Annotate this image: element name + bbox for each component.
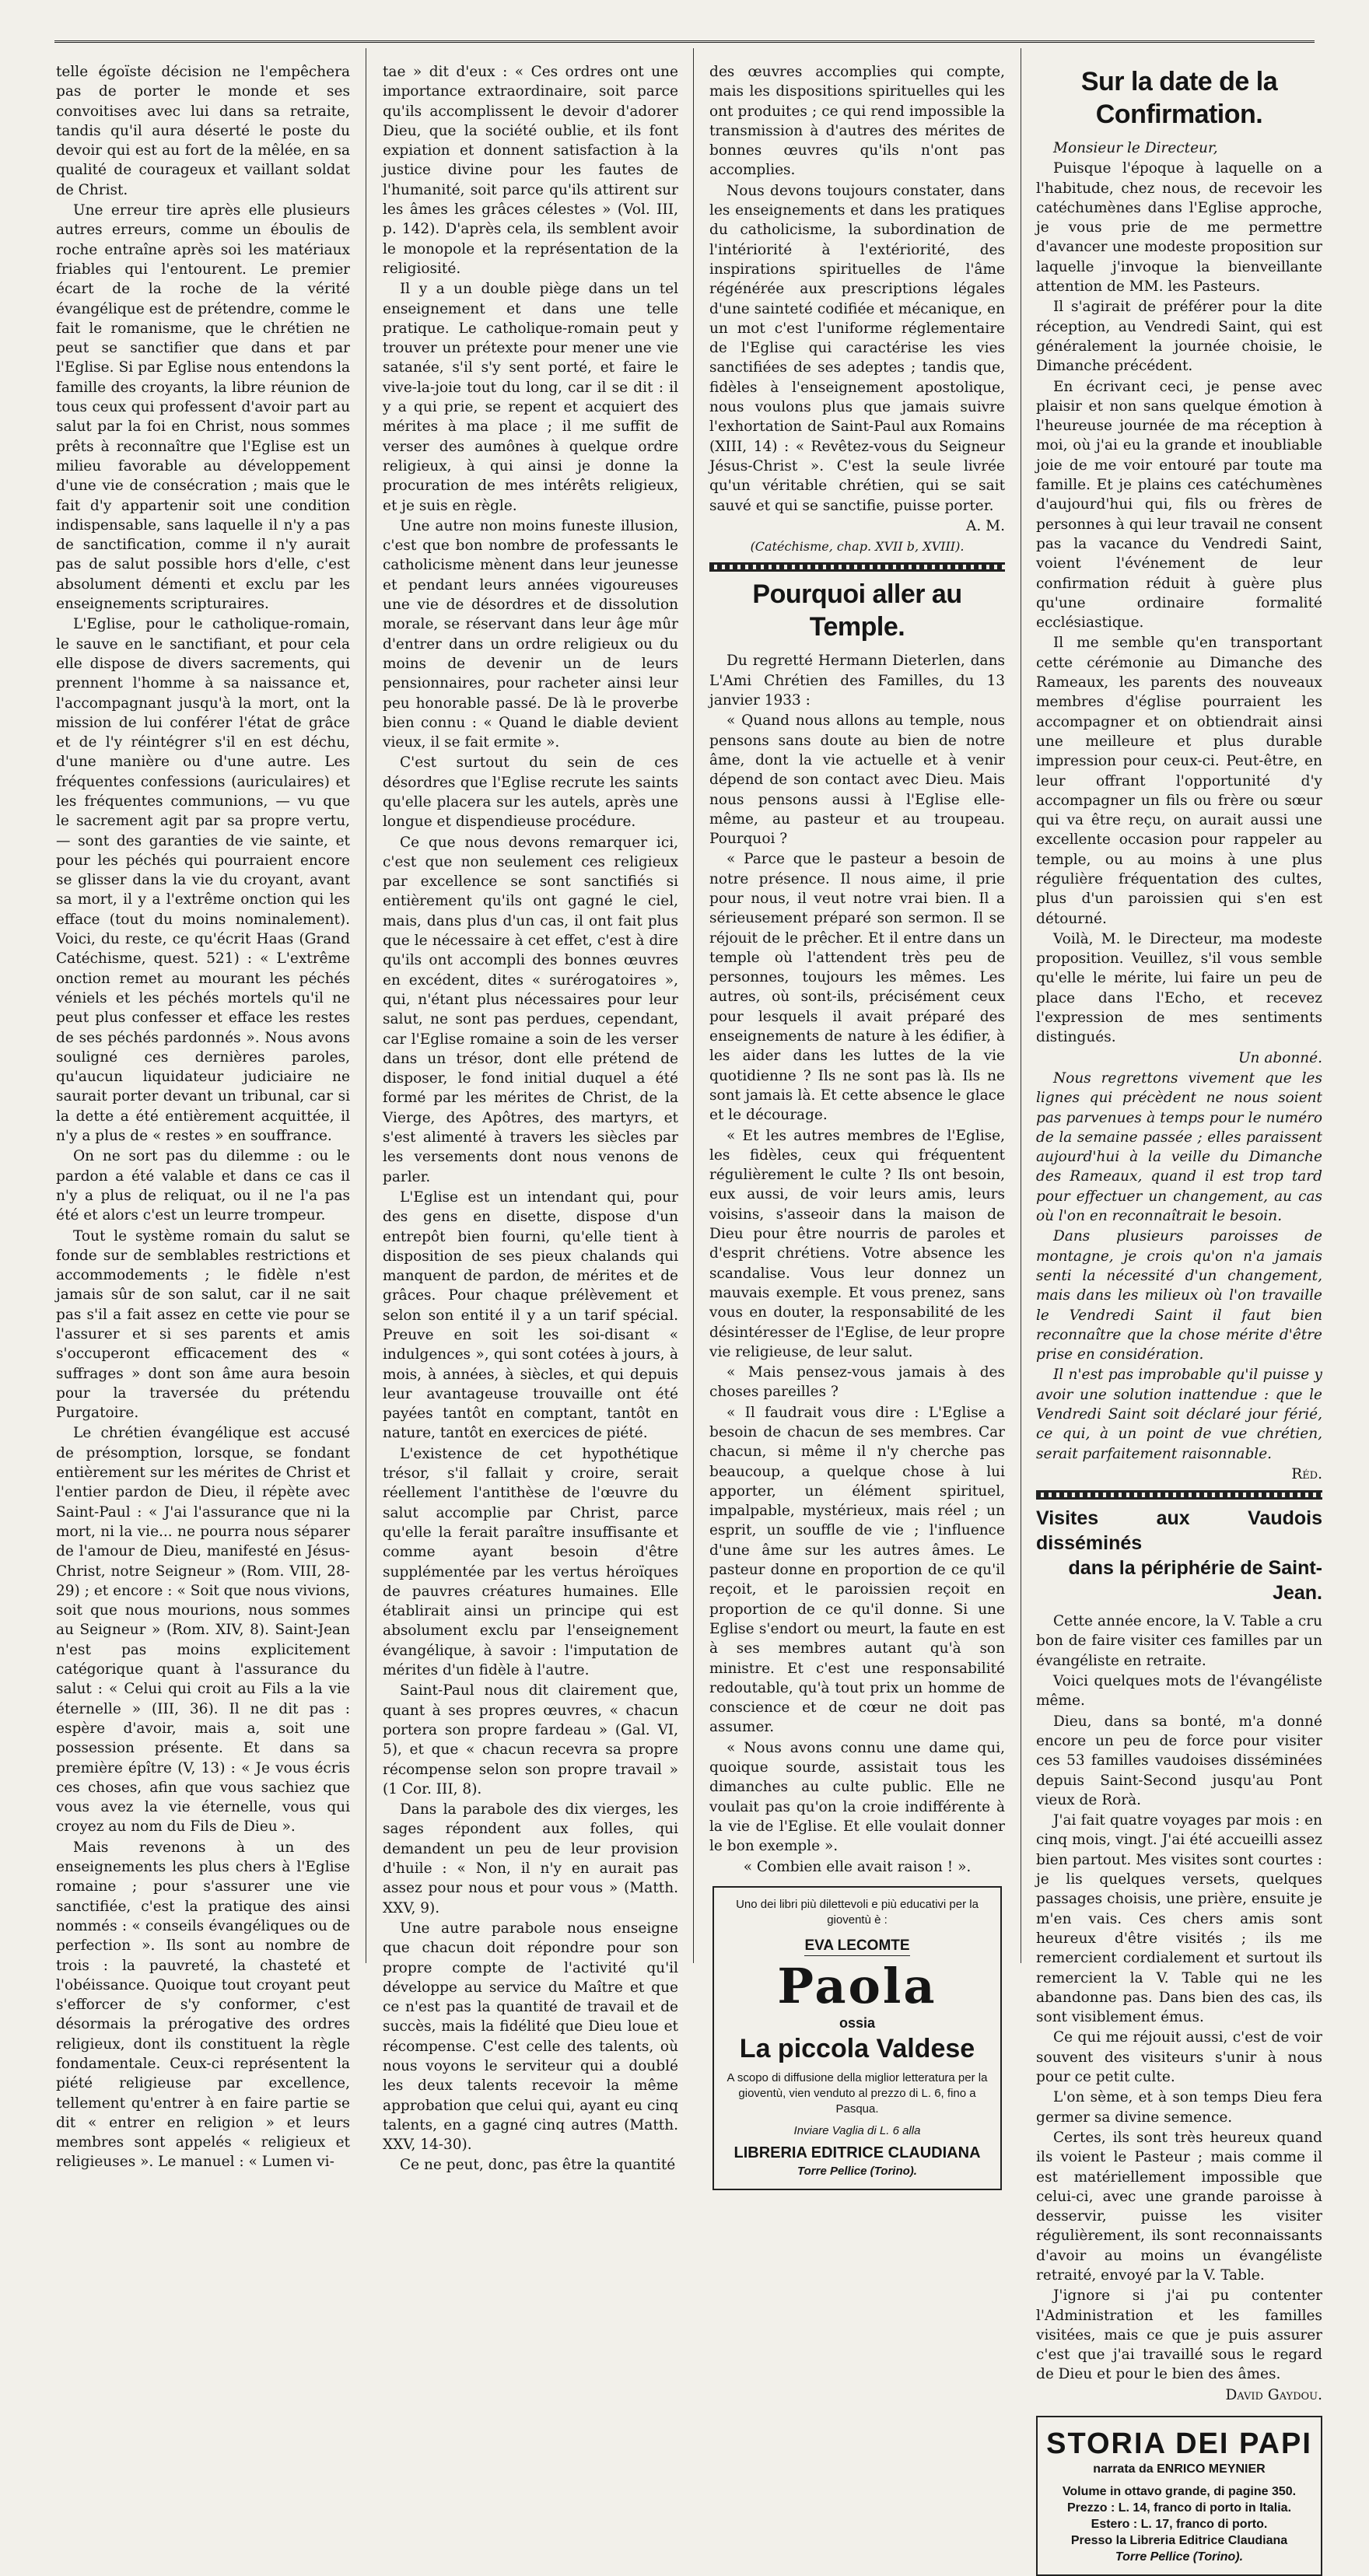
article-signature: Un abonné. <box>1238 1049 1322 1066</box>
salutation: Monsieur le Directeur, <box>1053 140 1218 156</box>
paragraph: L'Eglise, pour le catholique-romain, le sauve en le sanctifiant, et pour cela elle dispose de divers sacrements, qui prennent l'homme à sa naissance et, l'accompagnant jusqu'à la mort, ont la mission de lui conférer l'état de grâce et de l'y réintégrer s'il en est déchu, d'une manière ou d'une autre. Les fréquentes confessions (auriculaires) et les fréquentes communions, — vu que le sacrement agit par sa propre vertu, — sont des garanties de vie sainte, et pour les péchés qui pourraient encore se glisser dans la vie du croyant, avant sa mort, il y a l'extrême onction qui les efface (tout du moins nominalement). Voici, du reste, ce qu'écrit Haas (Grand Catéchisme, quest. 521) : « L'extrême onction remet au mourant les péchés véniels et les péchés mortels qu'il ne peut plus confesser et efface les restes de ses péchés pardonnés ». Nous avons souligné ces dernières paroles, qu'aucun liquidateur judiciaire ne saurait porter devant un tribunal, car si la dette a été entièrement acquittée, il n'y a plus de « restes » en souffrance. <box>56 616 350 1145</box>
ad-line: Estero : L. 17, franco di porto. <box>1091 2518 1268 2532</box>
paragraph: Cette année encore, la V. Table a cru bon de faire visiter ces familles par un évangéliste en retraite. <box>1036 1613 1322 1669</box>
headline-line-1: Visites aux Vaudois disséminés <box>1036 1507 1322 1555</box>
advertisement-paola <box>713 1886 1002 2190</box>
paragraph: J'ignore si j'ai pu contenter l'Administration et les familles visitées, mais ce que je puis assurer c'est que j'ai travaillé sous le regard de Dieu et pour le bien des âmes. <box>1036 2287 1322 2383</box>
editor-note: Dans plusieurs paroisses de montagne, je crois qu'on n'a jamais senti la nécessité d'un changement, mais dans les milieux où l'on travaille le Vendredi Saint il faut bien reconnaître que la chose mérite d'être prise en considération. <box>1036 1228 1322 1363</box>
paragraph: Nous devons toujours constater, dans les enseignements et dans les pratiques du catholicisme, la subordination de l'intériorité à l'extériorité, des inspirations spirituelles de l'âme régénérée aux prescriptions légales d'une sainteté codifiée et mécanique, en un mot c'est l'uniforme réglementaire de l'Eglise qui caractérise les vies sanctifiées de ses adeptes ; tandis que, fidèles à l'enseignement apostolique, nous voulons plus que jamais suivre l'exhortation de Saint-Paul aux Romains (XIII, 14) : « Revêtez-vous du Seigneur Jésus-Christ ». C'est la seule livrée qu'un véritable chrétien, qui se sait sauvé et qui se sanctifie, puisse porter. <box>709 182 1005 514</box>
editor-note: Nous regrettons vivement que les lignes qui précèdent ne nous soient pas parvenues à temps pour le numéro de la semaine passée ; elles paraissent aujourd'hui à la veille du Dimanche des Rameaux, quand il est trop tard pour effectuer un changement, au cas où l'on en reconnaîtrait le besoin. <box>1036 1069 1322 1225</box>
paragraph: « Et les autres membres de l'Eglise, les fidèles, ceux qui fréquentent régulièrement le culte ? Ils ont besoin, eux aussi, de voir leurs amis, leurs voisins, s'asseoir dans la maison de Dieu pour être nourris de paroles et d'esprit chrétiens. Votre absence les scandalise. Vous leur donnez un mauvais exemple. Et vous prenez, sans vous en douter, la responsabilité de les désintéresser de l'Eglise, de leur propre vie religieuse, de leur salut. <box>709 1127 1005 1360</box>
paragraph: Saint-Paul nous dit clairement que, quant à ses propres œuvres, « chacun portera son propre fardeau » (Gal. VI, 5), et que « chacun recevra sa propre récompense selon son propre travail » (1 Cor. III, 8). <box>383 1682 678 1797</box>
paragraph: En écrivant ceci, je pense avec plaisir et non sans quelque émotion à l'heureuse journée de ma réception à moi, où j'ai eu la grande et inoubliable joie de me voir entouré par toute ma famille. Et je plains ces catéchumènes d'aujourd'hui qui, fils ou frères de personnes à qui leur travail ne consent pas la vacance du Vendredi Saint, voient l'événement de leur confirmation réduit à guère plus qu'une ordinaire formalité ecclésiastique. <box>1036 378 1322 632</box>
ad-order: Inviare Vaglia di L. 6 alla <box>793 2124 921 2138</box>
ad-author: narrata da ENRICO MEYNIER <box>1093 2462 1266 2476</box>
column-3 <box>709 62 1005 2178</box>
article-headline: Pourquoi aller au Temple. <box>752 579 962 642</box>
ad-ossia: ossia <box>839 2015 876 2032</box>
ad-line: Torre Pellice (Torino). <box>1115 2550 1244 2564</box>
ad-line: Presso la Libreria Editrice Claudiana <box>1070 2534 1288 2548</box>
editor-signature: Réd. <box>1291 1465 1322 1482</box>
ad-book-title: STORIA DEI PAPI <box>1046 2427 1312 2461</box>
paragraph: L'existence de cet hypothétique trésor, s'il fallait y croire, serait réellement l'antithèse de l'œuvre du salut accomplie par Christ, parce qu'elle la ferait paraître insuffisante et comme ayant besoin d'être supplémentée par les vertus héroïques de pauvres créatures humaines. Elle établirait ainsi un principe qui est absolument exclu par l'enseignement évangélique, à savoir : l'imputation de mérites d'un fidèle à l'autre. <box>383 1445 678 1679</box>
paragraph: tae » dit d'eux : « Ces ordres ont une importance extraordinaire, soit parce qu'ils accomplissent le devoir d'adorer Dieu, que la société oublie, et ils font expiation et donnent satisfaction à la justice divine pour les fautes de l'humanité, soit parce qu'ils attirent sur les âmes les grâces célestes » (Vol. III, p. 142). D'après cela, ils semblent avoir le monopole et la représentation de la religiosité. <box>383 64 678 277</box>
paragraph: Le chrétien évangélique est accusé de présomption, lorsque, se fondant entièrement sur les mérites de Christ et l'entier pardon de Dieu, il répète avec Saint-Paul : « J'ai l'assurance que ni la mort, ni la vie... ne pourra nous séparer de l'amour de Dieu, manifesté en Jésus-Christ, notre Seigneur » (Rom. VIII, 28-29) ; et encore : « Soit que nous vivions, soit que nous mourions, nous sommes au Seigneur » (Rom. XIV, 8). Saint-Jean n'est pas moins explicitement catégorique quant à l'assurance du salut : « Celui qui croit au Fils a la vie éternelle » (III, 36). Il ne dit pas : espère d'avoir, mais a, soit une possession présente. Et dans sa première épître (V, 13) : « Je vous écris ces choses, afin que vous sachiez que vous avez la vie éternelle, vous qui croyez au nom du Fils de Dieu ». <box>56 1425 350 1836</box>
paragraph: Il y a un double piège dans un tel enseignement et dans une telle pratique. Le catholique-romain peut y trouver un prétexte pour mener une vie satanée, s'il s'y sent porté, et faire le vive-la-joie tout du long, car il se dit : il y a qui prie, se repent et acquiert des mérites à ma place ; il me suffit de verser des aumônes à quelque ordre religieux, à qui ainsi je donne la procuration de mes intérêts religieux, et je suis en règle. <box>383 281 678 514</box>
ornament-divider <box>1036 1490 1322 1500</box>
paragraph: Une autre parabole nous enseigne que chacun doit répondre pour son propre compte de l'activité qu'il développe au service du Maître et que ce n'est pas la quantité de travail et de succès, mais la fidélité que Dieu loue et récompense. C'est celle des talents, où nous voyons le serviteur qui a doublé les deux talents recevoir la même approbation que celui qui, ayant eu cinq talents, en a gagné cinq autres (Matth. XXV, 14-30). <box>383 1920 678 2154</box>
article-reference: (Catéchisme, chap. XVII b, XVIII). <box>750 539 965 555</box>
column-2 <box>383 62 678 2174</box>
ad-publisher: LIBRERIA EDITRICE CLAUDIANA <box>734 2144 981 2162</box>
paragraph: Mais revenons à un des enseignements les plus chers à l'Eglise romaine ; pour s'assurer une vie sanctifiée, c'est la pratique des ainsi nommés : « conseils évangéliques ou de perfection ». Ils sont au nombre de trois : la pauvreté, la chasteté et l'obéissance. Quoique tout croyant peut s'efforcer de s'y conformer, c'est désormais la prérogative des ordres religieux, dont ils constituent la règle fondamentale. Ceux-ci représentent la piété religieuse par excellence, tellement qu'entrer à en faire partie se dit « entrer en religion » et leurs membres sont appelés « religieux et religieuses ». Le manuel : « Lumen vi- <box>56 1839 350 2171</box>
advertisement-storia-dei-papi <box>1036 2416 1322 2576</box>
ornament-divider <box>709 562 1005 572</box>
paragraph: C'est surtout du sein de ces désordres que l'Eglise recrute les saints qu'elle placera sur les autels, après une longue et dispendieuse procédure. <box>383 754 678 831</box>
article-signature: A. M. <box>966 517 1005 534</box>
paragraph: des œuvres accomplies qui compte, mais les dispositions spirituelles qui les ont produites ; ce qui rend impossible la transmission à d'autres des mérites de bonnes œuvres qu'ils n'ont pas accomplies. <box>709 64 1005 179</box>
article-headline: Sur la date de la Confirmation. <box>1080 67 1278 129</box>
paragraph: telle égoïste décision ne l'empêchera pas de porter le monde et ses convoitises avec lui dans sa retraite, tandis qu'il aura déserté le poste du devoir qui est au fort de la mêlée, en sa qualité de courageux et vaillant soldat de Christ. <box>56 64 350 198</box>
paragraph: Ce ne peut, donc, pas être la quantité <box>400 2157 676 2174</box>
article-signature: David Gaydou. <box>1225 2386 1322 2403</box>
paragraph: Puisque l'époque à laquelle on a l'habitude, chez nous, de recevoir les catéchumènes dans l'Eglise approche, je vous prie de me permettre d'avancer une modeste proposition sur laquelle j'invoque la bienveillante attention de MM. les Pasteurs. <box>1036 160 1322 296</box>
headline-line-2: dans la périphérie de Saint-Jean. <box>1068 1557 1322 1605</box>
paragraph: Tout le système romain du salut se fonde sur de semblables restrictions et accommodements ; le fidèle n'est jamais sûr de son salut, car il ne sait pas s'il a fait assez en cette vie pour se l'assurer et si ses parents et amis s'occuperont efficacement des « suffrages » dont son âme aura besoin pour la traversée du prétendu Purgatoire. <box>56 1227 350 1422</box>
editor-note: Il n'est pas improbable qu'il puisse y avoir une solution inattendue : que le Vendredi Saint soit déclaré jour férié, ce qui, à un point de vue chrétien, serait parfaitement raisonnable. <box>1036 1367 1322 1462</box>
paragraph: Il s'agirait de préférer pour la dite réception, au Vendredi Saint, qui est généralement la journée choisie, le Dimanche précédent. <box>1036 299 1322 375</box>
ad-body: A scopo di diffusione della miglior letteratura per la gioventù, vien venduto al prezzo di L. 6, fino a Pasqua. <box>727 2071 988 2116</box>
ad-line: Prezzo : L. 14, franco di porto in Italia. <box>1066 2501 1292 2515</box>
paragraph: L'on sème, et à son temps Dieu fera germer sa divine semence. <box>1036 2089 1322 2126</box>
ad-line: Volume in ottavo grande, di pagine 350. <box>1062 2485 1297 2499</box>
paragraph: « Il faudrait vous dire : L'Eglise a besoin de chacun de ses membres. Car chacun, si même il n'y cherche pas beaucoup, a quelque chose à lui apporter, un élément spirituel, impalpable, mystérieux, mais réel ; un esprit, un souffle de vie ; l'influence d'une âme sur les autres âmes. Le pasteur donne en proportion de ce qu'il reçoit, et le paroissien reçoit en proportion de ce qu'il donne. Si une Eglise s'endort ou meurt, la faute en est à ses membres autant qu'à son ministre. Et c'est une responsabilité redoutable, qu'à tout prix un homme de conscience et de cœur ne doit pas assumer. <box>709 1404 1005 1736</box>
paragraph: Dans la parabole des dix vierges, les sages répondent aux folles, qui demandent un peu de leur provision d'huile : « Non, il n'y en aurait pas assez pour nous et pour vous » (Matth. XXV, 9). <box>383 1801 678 1916</box>
column-1 <box>56 62 350 2171</box>
paragraph: Voilà, M. le Directeur, ma modeste proposition. Veuillez, s'il vous semble qu'elle le mérite, lui faire un peu de place dans l'Echo, et recevez l'expression de mes sentiments distingués. <box>1036 930 1322 1046</box>
ad-book-title: Paola <box>777 1958 937 2015</box>
paragraph: Ce qui me réjouit aussi, c'est de voir souvent des visiteurs s'unir à nous pour ce petit culte. <box>1036 2029 1322 2086</box>
paragraph: Certes, ils sont très heureux quand ils voient le Pasteur ; mais comme il est matériellement impossible que celui-ci, avec une grande paroisse à desservir, puisse les visiter régulièrement, ils sont reconnaissants d'avoir au moins un évangéliste retraité, envoyé par la V. Table. <box>1036 2129 1322 2284</box>
paragraph: J'ai fait quatre voyages par mois : en cinq mois, vingt. J'ai été accueilli assez bien partout. Mes visites sont courtes : je lis quelques versets, quelques passages choisis, une prière, ensuite je m'en vais. Ces chers amis sont heureux d'être visités ; ils me remercient cordialement et surtout ils remercient la V. Table qui ne les abandonne pas. Dans bien des cas, ils sont visiblement émus. <box>1036 1812 1322 2026</box>
ad-city: Torre Pellice (Torino). <box>797 2164 917 2178</box>
ad-author: EVA LECOMTE <box>804 1936 909 1956</box>
paragraph: « Combien elle avait raison ! ». <box>743 1858 972 1875</box>
paragraph: Une erreur tire après elle plusieurs autres erreurs, comme un éboulis de roche entraîne après soi les matériaux friables qui l'entourent. Le premier écart de la roche de la vérité évangélique est de prétendre, comme le fait le romanisme, que le chrétien ne peut se sanctifier que dans et par l'Eglise. Si par Eglise nous entendons la famille des croyants, la libre réunion de tous ceux qui professent d'avoir part au salut par la foi en Christ, nous sommes prêts à reconnaître que l'Eglise est un milieu favorable au développement d'une vie de consécration ; mais que le fait d'y appartenir soit une condition indispensable, sans laquelle il n'y a pas de sanctification, comme il n'y aurait pas de salut possible hors d'elle, c'est absolument démenti et exclu par les enseignements scripturaires. <box>56 202 350 613</box>
ad-intro: Uno dei libri più dilettevoli e più educativi per la gioventù è : <box>736 1897 979 1927</box>
paragraph: L'Eglise est un intendant qui, pour des gens en disette, dispose d'un entrepôt bien fourni, qu'elle tient à disposition de ses pieux chalands qui manquent de pardon, de mérites et de grâces. Pour chaque prélèvement et selon son entité il y a un tarif spécial. Preuve en soit les soi-disant « indulgences », qui sont cotées à jours, à mois, à années, à siècles, et qui depuis leur avantageuse trouvaille ont été payées tantôt en comptant, tantôt en nature, tantôt en exercices de piété. <box>383 1188 678 1442</box>
column-divider <box>693 48 694 1963</box>
ad-book-subtitle: La piccola Valdese <box>739 2034 975 2064</box>
paragraph: « Quand nous allons au temple, nous pensons sans doute au bien de notre âme, dont la vie actuelle et à venir dépend de son contact avec Dieu. Mais nous pensons aussi à l'Eglise elle-même, au pasteur et au troupeau. Pourquoi ? <box>709 712 1005 848</box>
paragraph: « Parce que le pasteur a besoin de notre présence. Il nous aime, il prie pour nous, il veut notre vrai bien. Il a sérieusement préparé son sermon. Il se réjouit de le prêcher. Et il entre dans un temple où l'attendent très peu de personnes, toujours les mêmes. Les autres, où sont-ils, précisément ceux pour lesquels il avait préparé des enseignements de nature à les édifier, à les aider dans les luttes de la vie quotidienne ? Ils ne sont pas là. Ils ne sont jamais là. Et cette absence le glace et le décourage. <box>709 851 1005 1124</box>
top-rule <box>54 40 1315 43</box>
paragraph: Du regretté Hermann Dieterlen, dans L'Ami Chrétien des Familles, du 13 janvier 1933 : <box>709 653 1005 709</box>
column-4 <box>1036 62 1322 2564</box>
paragraph: Il me semble qu'en transportant cette cérémonie au Dimanche des Rameaux, les parents des nouveaux membres d'église pourraient les accompagner et on obtiendrait ainsi une meilleure et plus durable impression pour ceux-ci. Peut-être, en leur offrant l'opportunité d'y accompagner un fils ou frère ou sœur qui va être reçu, on aurait aussi une excellente occasion pour rappeler au temple, ou au moins à une plus régulière fréquentation des cultes, plus d'un paroissien qui s'en est détourné. <box>1036 635 1322 927</box>
paragraph: Une autre non moins funeste illusion, c'est que bon nombre de professants le catholicisme mènent dans leur jeunesse et pendant leurs années vigoureuses une vie de désordres et de dissolution morale, se réservant dans leur âge mûr d'entrer dans un ordre religieux ou du moins de devenir un de leurs pensionnaires, pour racheter ainsi leur peu honorable passé. De là le proverbe bien connu : « Quand le diable devient vieux, il se fait ermite ». <box>383 517 678 751</box>
paragraph: Dieu, dans sa bonté, m'a donné encore un peu de force pour visiter ces 53 familles vaudoises disséminées depuis Saint-Second jusqu'au Pont vieux de Rorà. <box>1036 1713 1322 1808</box>
paragraph: Ce que nous devons remarquer ici, c'est que non seulement ces religieux par excellence se sont sanctifiés si entièrement qu'ils ont gagné le ciel, mais, dans plus d'un cas, il ont fait plus que le nécessaire à cet effet, c'est à dire qu'ils ont accompli des bonnes œuvres en excédent, dites « surérogatoires », qui, n'étant plus nécessaires pour leur salut, ne sont pas perdues, cependant, car l'Eglise romaine a soin de les verser dans un trésor, dont elle prétend de disposer, le fond initial duquel a été formé par les mérites de Christ, de la Vierge, des Apôtres, des martyrs, et s'est alimenté à travers les siècles par les versements dont nous venons de parler. <box>383 834 678 1185</box>
paragraph: On ne sort pas du dilemme : ou le pardon a été valable et dans ce cas il n'y a plus de reliquat, ou il ne l'a pas été et alors c'est un leurre trompeur. <box>56 1148 350 1224</box>
paragraph: « Mais pensez-vous jamais à des choses pareilles ? <box>709 1364 1005 1401</box>
paragraph: « Nous avons connu une dame qui, quoique sourde, assistait tous les dimanches au culte public. Elle ne voulait pas qu'on la croie indifférente à la vie de l'Eglise. Et elle voulait donner le bon exemple ». <box>709 1739 1005 1855</box>
article-headline <box>1036 1506 1322 1605</box>
paragraph: Voici quelques mots de l'évangéliste même. <box>1036 1673 1322 1710</box>
